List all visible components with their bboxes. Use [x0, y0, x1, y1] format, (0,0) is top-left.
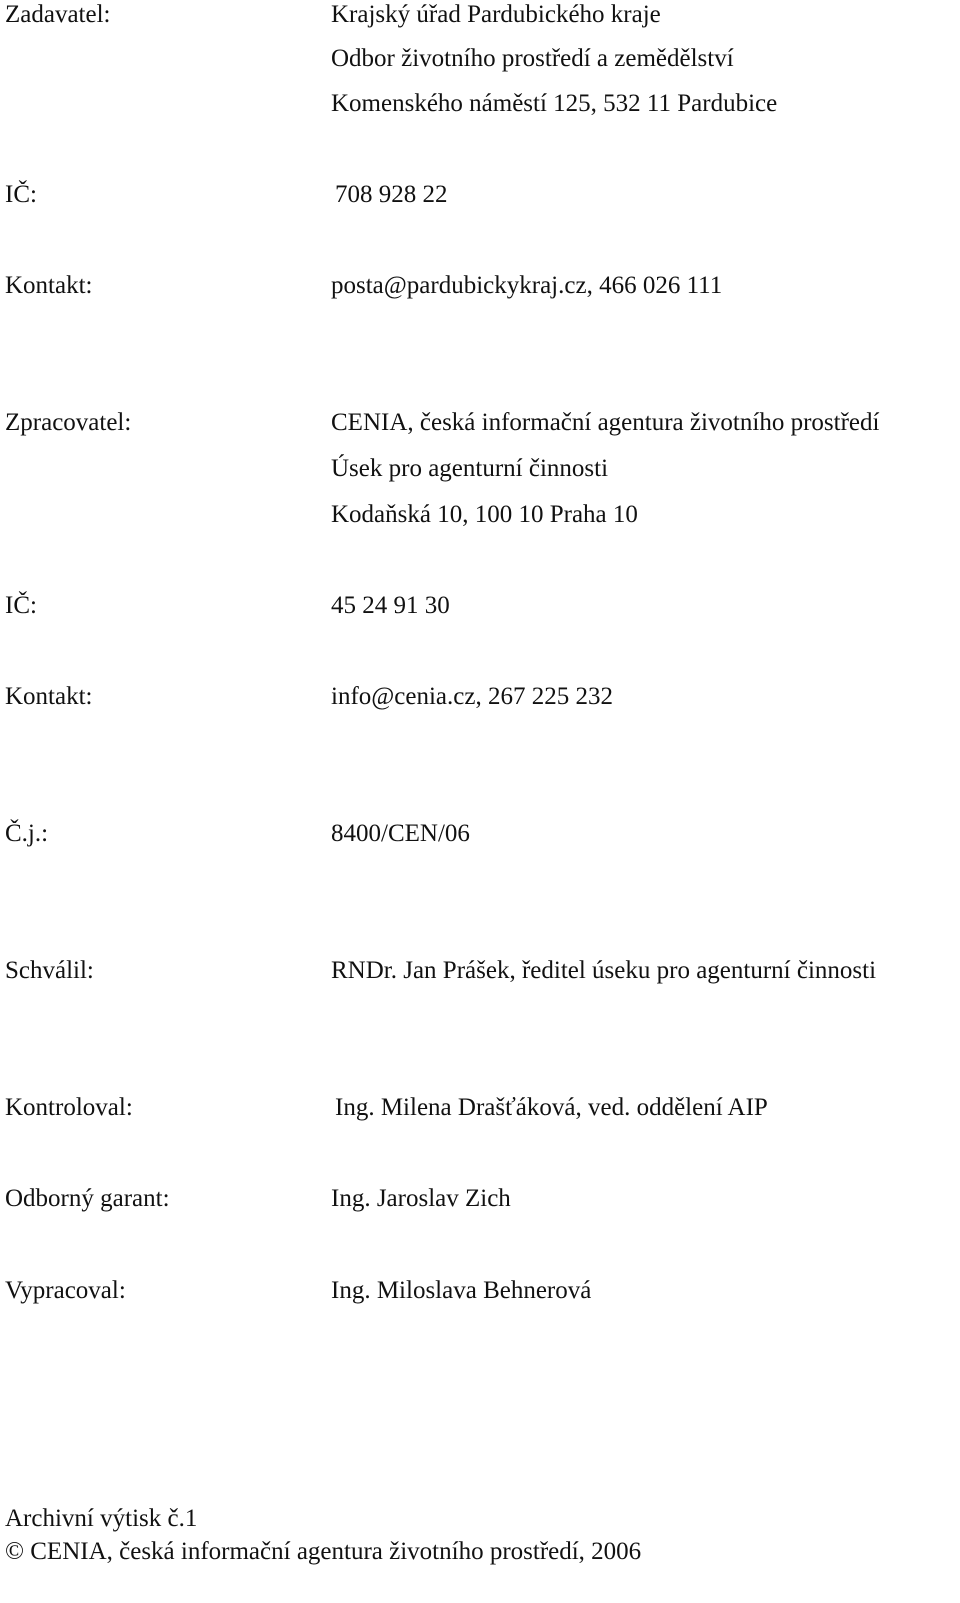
- vypracoval-label: Vypracoval:: [5, 1277, 126, 1304]
- schvalil-label: Schválil:: [5, 957, 94, 984]
- vypracoval-value: Ing. Miloslava Behnerová: [331, 1277, 592, 1304]
- zadavatel-ic-value: 708 928 22: [335, 181, 448, 208]
- zpracovatel-ic-value: 45 24 91 30: [331, 592, 450, 619]
- schvalil-value: RNDr. Jan Prášek, ředitel úseku pro agenturní činnosti: [331, 957, 877, 984]
- cj-value: 8400/CEN/06: [331, 820, 470, 847]
- zadavatel-line-1: Krajský úřad Pardubického kraje: [331, 1, 661, 28]
- zadavatel-label: Zadavatel:: [5, 1, 111, 28]
- zadavatel-line-3: Komenského náměstí 125, 532 11 Pardubice: [331, 90, 778, 117]
- zadavatel-contact-value: posta@pardubickykraj.cz, 466 026 111: [331, 272, 723, 299]
- kontroloval-value: Ing. Milena Drašťáková, ved. oddělení AIP: [335, 1094, 768, 1121]
- zpracovatel-contact-value: info@cenia.cz, 267 225 232: [331, 683, 613, 710]
- zpracovatel-ic-label: IČ:: [5, 592, 37, 619]
- zpracovatel-line-3: Kodaňská 10, 100 10 Praha 10: [331, 501, 638, 528]
- archive-copy-note: Archivní výtisk č.1: [5, 1505, 198, 1532]
- zpracovatel-line-1: CENIA, česká informační agentura životního prostředí: [331, 409, 880, 436]
- kontroloval-label: Kontroloval:: [5, 1094, 133, 1121]
- zpracovatel-contact-label: Kontakt:: [5, 683, 93, 710]
- zadavatel-contact-label: Kontakt:: [5, 272, 93, 299]
- zadavatel-ic-label: IČ:: [5, 181, 37, 208]
- garant-label: Odborný garant:: [5, 1185, 170, 1212]
- zpracovatel-line-2: Úsek pro agenturní činnosti: [331, 455, 609, 482]
- garant-value: Ing. Jaroslav Zich: [331, 1185, 511, 1212]
- zadavatel-line-2: Odbor životního prostředí a zemědělství: [331, 45, 734, 72]
- copyright-line: © CENIA, česká informační agentura životního prostředí, 2006: [5, 1538, 642, 1565]
- cj-label: Č.j.:: [5, 820, 49, 847]
- zpracovatel-label: Zpracovatel:: [5, 409, 132, 436]
